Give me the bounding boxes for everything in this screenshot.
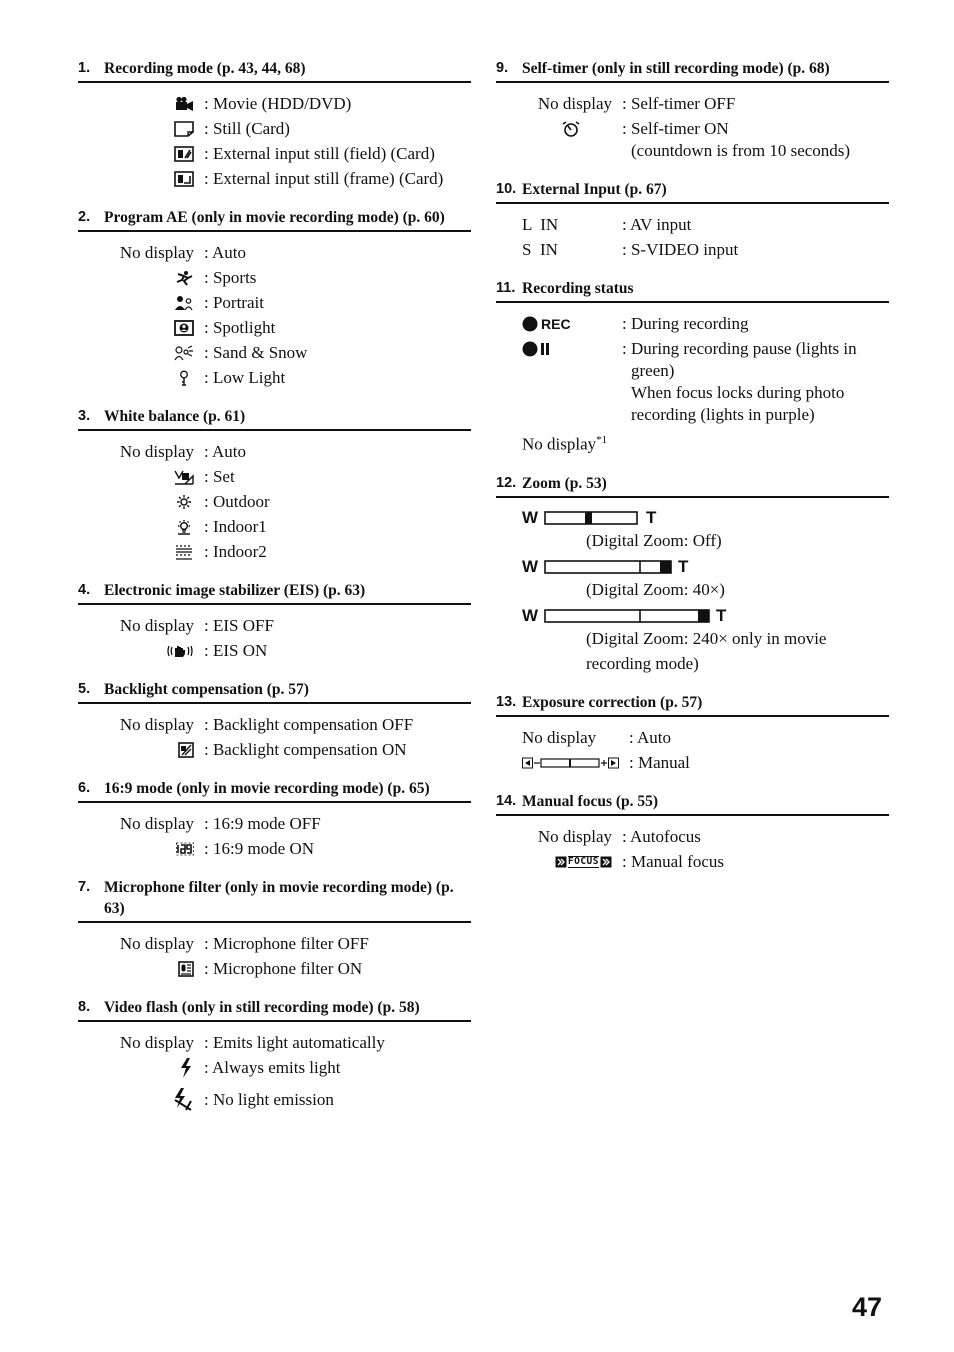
zoom-t-label: T [646,507,657,527]
indoor2-fluorescent-icon [174,541,194,563]
section-video-flash [78,997,471,1128]
zoom-indicator-row [496,506,889,530]
section-header [496,58,889,83]
section-mic-filter [78,877,471,997]
section-program-ae [78,207,471,406]
list-item: : External input still (frame) (Card) [78,168,471,190]
list-item: : Set [78,466,471,488]
zoom-w-label: W [522,605,539,625]
section-title: Electronic image stabilizer (EIS) (p. 63) [104,582,366,599]
list-item: : Low Light [78,367,471,389]
section-header [78,679,471,704]
section-number: 7. [78,879,91,895]
section-title: Video flash (only in still recording mode) (p. 58) [104,999,420,1016]
movie-camera-icon [174,93,194,115]
list-item: No display : Auto [119,442,247,461]
still-card-icon [174,118,194,140]
list-item: FOCUS : Manual focus [496,851,889,873]
section-header [78,580,471,605]
section-header [78,58,471,83]
zoom-bar-digital-icon [544,609,710,623]
section-number: 4. [78,582,91,598]
list-item: : Sand & Snow [78,342,471,364]
list-item: REC : During recording [496,313,889,335]
list-item: No display : Microphone filter OFF [119,934,369,953]
list-item: No display : Emits light automatically [119,1033,385,1052]
list-item: : Self-timer ON (countdown is from 10 seconds) [496,118,889,162]
zoom-bar-icon [544,511,640,525]
list-item: : EIS ON [78,640,471,662]
flash-on-icon [178,1057,194,1079]
section-header [496,179,889,204]
section-header [78,997,471,1022]
list-item: : Still (Card) [78,118,471,140]
self-timer-icon [561,118,581,140]
section-title: Recording status [522,280,634,297]
section-self-timer [496,58,889,179]
list-item: : Outdoor [78,491,471,513]
portrait-icon [174,292,194,314]
section-number: 12. [496,474,517,491]
rec-icon: REC [522,313,571,335]
zoom-t-label: T [678,556,689,576]
low-light-icon [174,367,194,389]
section-number: 3. [78,408,91,424]
section-number: 10. [496,181,517,197]
list-item: : Spotlight [78,317,471,339]
page-number: 47 [852,1292,883,1322]
section-backlight [78,679,471,778]
right-column [496,58,889,890]
list-item: : Backlight compensation ON [78,739,471,761]
section-number: 5. [78,681,91,697]
section-number: 6. [78,780,91,796]
rec-pause-icon [522,338,552,360]
mic-filter-icon [178,958,194,980]
section-title: Exposure correction (p. 57) [522,693,703,711]
indoor1-bulb-icon [174,516,194,538]
section-header [496,473,889,498]
exposure-slider-icon [522,752,620,774]
section-manual-focus [496,791,889,890]
section-number: 2. [78,209,91,225]
zoom-indicator-row [496,604,889,628]
zoom-bar-digital-icon [544,560,672,574]
section-recording-status [496,278,889,473]
spotlight-icon [174,317,194,339]
eis-hand-icon [166,640,194,662]
section-header [496,278,889,303]
section-number: 1. [78,60,91,76]
list-item: No display : EIS OFF [119,616,274,635]
sports-icon [174,267,194,289]
section-title: External Input (p. 67) [522,181,667,198]
section-title: Zoom (p. 53) [522,474,607,492]
list-item: No display : Auto [522,727,672,747]
list-item: : Microphone filter ON [78,958,471,980]
section-header [78,207,471,232]
outdoor-sun-icon [174,491,194,513]
wb-set-icon [174,466,194,488]
section-zoom: 12. Zoom (p. 53) W T (Digital Zoom: Off) W T (Digital Zoom: 40×) W T (Digital Zoom: 240× only in movie recording mode) [496,473,889,692]
section-header [496,692,889,717]
list-item: No display$^{*1}$ [522,434,608,454]
section-number: 8. [78,999,91,1015]
list-item: : Movie (HDD/DVD) [78,93,471,115]
external-frame-icon [174,168,194,190]
backlight-icon [178,739,194,761]
section-title: 16:9 mode (only in movie recording mode) (p. 65) [104,780,430,797]
external-field-icon [174,143,194,165]
section-title: Backlight compensation (p. 57) [104,681,309,698]
section-number: 13. [496,693,517,710]
section-header [78,778,471,803]
section-title: Recording mode (p. 43, 44, 68) [104,60,306,77]
list-item: No display : Backlight compensation OFF [119,715,414,734]
section-title: Manual focus (p. 55) [522,792,659,810]
list-item: : Sports [78,267,471,289]
section-external-input [496,179,889,278]
section-header [78,877,471,923]
section-title: Microphone filter (only in movie recording mode) (p. 63) [104,879,454,917]
list-item: : Portrait [78,292,471,314]
left-column [78,58,471,1128]
section-number: 9. [496,60,509,76]
list-item: No display : 16:9 mode OFF [119,814,321,833]
zoom-w-label: W [522,507,539,527]
focus-icon: FOCUS [555,851,612,873]
list-item: : Indoor1 [78,516,471,538]
wide-169-icon [176,838,194,860]
section-eis [78,580,471,679]
zoom-indicator-row [496,555,889,579]
list-item: : Indoor2 [78,541,471,563]
list-item: No display : Auto [119,243,247,262]
section-title: Program AE (only in movie recording mode) (p. 60) [104,209,445,226]
section-title: Self-timer (only in still recording mode) (p. 68) [522,60,830,77]
section-white-balance [78,406,471,580]
sand-snow-icon [174,342,194,364]
list-item: : Always emits light [78,1057,471,1079]
list-item: S IN : S-VIDEO input [522,240,739,259]
flash-off-icon [172,1089,194,1111]
list-item: : Manual [496,752,889,774]
section-exposure [496,692,889,791]
list-item: : 16:9 mode ON [78,838,471,860]
list-item: L IN : AV input [522,215,692,234]
list-item: No display : Autofocus [537,826,701,846]
zoom-t-label: T [716,605,727,625]
section-number: 11. [496,280,516,296]
section-header [496,791,889,816]
section-title: White balance (p. 61) [104,408,246,425]
zoom-w-label: W [522,556,539,576]
list-item: : External input still (field) (Card) [78,143,471,165]
list-item: : No light emission [78,1089,471,1111]
section-header [78,406,471,431]
section-recording-mode [78,58,471,207]
section-number: 14. [496,792,517,809]
list-item: : During recording pause (lights in green) When focus locks during photo recording (lights in purple) [496,338,889,426]
section-169-mode [78,778,471,877]
list-item: No display : Self-timer OFF [537,94,736,113]
